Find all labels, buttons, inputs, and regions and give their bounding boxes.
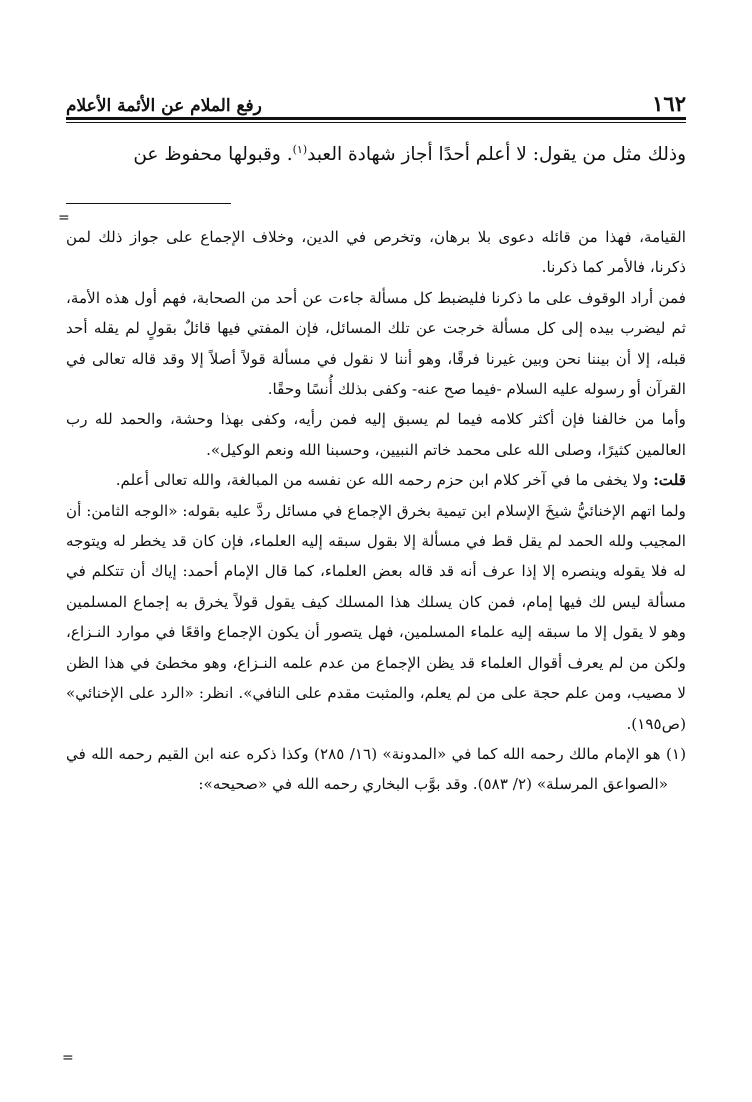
footnote-1: (١) هو الإمام مالك رحمه الله كما في «المدونة» (١٦/ ٢٨٥) وكذا ذكره عنه ابن القيم رحمه الله في «الصواعق المرسلة» (٢/ ٥٨٣). وقد بوَّب البخاري رحمه الله في «صحيحه»: — [66, 744, 687, 794]
footnote-paragraph-2: فمن أراد الوقوف على ما ذكرنا فليضبط كل مسألة جاءت عن أحد من الصحابة، فهم أول هذه الأمة، ثم ليضرب بيده إلى كل مسألة خرجت عن تلك المسائل، فإن المفتي فيها قائلٌ بقولٍ لم يقله أحد قبله، إلا أن بيننا نحن وبين غيرنا فرقًا، وهو أننا لا نقول في مسألة قولاً أصلاً إلا وقد قاله تعالى في القرآن أو رسوله عليه السلام -فيما صح عنه- وكفى بذلك أُنسًا وحقًا. — [66, 288, 686, 399]
page-number: ١٦٢ — [652, 91, 686, 116]
header-rule-thick — [66, 117, 686, 120]
footnotes-area — [66, 222, 686, 800]
continuation-mark-top: = — [58, 210, 70, 226]
main-text-part-1: وذلك مثل من يقول: لا أعلم أحدًا أجاز شهادة العبد — [307, 144, 686, 165]
running-title: رفع الملام عن الأئمة الأعلام — [66, 96, 262, 116]
footnote-paragraph-4 — [66, 465, 686, 495]
footnote-paragraph-4-text: ولا يخفى ما في آخر كلام ابن حزم رحمه الله عن نفسه من المبالغة، والله تعالى أعلم. — [115, 471, 654, 490]
footnote-ref-marker[interactable]: (١) — [292, 142, 308, 156]
main-text-part-2: . وقبولها محفوظ عن — [133, 144, 293, 165]
page-header — [66, 82, 686, 116]
header-rule-thin — [66, 122, 686, 123]
footnote-separator — [66, 203, 231, 204]
footnote-paragraph-1: القيامة، فهذا من قائله دعوى بلا برهان، وتخرص في الدين، وخلاف الإجماع على جواز ذلك لمن ذكرنا، فالأمر كما ذكرنا. — [66, 228, 686, 277]
qultu-label: قلت: — [653, 471, 686, 490]
footnote-paragraph-5: ولما اتهم الإخنائيُّ شيخَ الإسلام ابن تيمية بخرق الإجماع في مسائل ردَّ عليه بقوله: «الوجه الثامن: أن المجيب ولله الحمد لم يقل قط في مسألة إلا بقول سبقه إليه العلماء، فإن كان قد يخطر له ويتوجه له فلا يقوله وينصره إلا إذا عرف أنه قد قاله بعض العلماء، كما قال الإمام أحمد: إياك أن تتكلم في مسألة ليس لك فيها إمام، فمن كان يسلك هذا المسلك كيف يقول قولاً يخرق به إجماع المسلمين وهو لا يقول إلا ما سبقه إليه علماء المسلمين، فهل يتصور أن يكون الإجماع واقعًا في موارد النـزاع، ولكن من لم يعرف أقوال العلماء قد يظن الإجماع من عدم علمه النـزاع، وهو مخطئ في هذا الظن لا مصيب، ومن علم حجة على من لم يعلم، والمثبت مقدم على النافي». انظر: «الرد على الإخنائي» (ص١٩٥). — [66, 501, 686, 733]
continuation-mark-bottom: = — [62, 1050, 74, 1066]
footnote-paragraph-3: وأما من خالفنا فإن أكثر كلامه فيما لم يسبق إليه فمن رأيه، وكفى بهذا وحشة، والحمد لله رب العالمين كثيرًا، وصلى الله على محمد خاتم النبيين، وحسبنا الله ونعم الوكيل». — [66, 410, 686, 459]
main-text — [66, 136, 686, 174]
